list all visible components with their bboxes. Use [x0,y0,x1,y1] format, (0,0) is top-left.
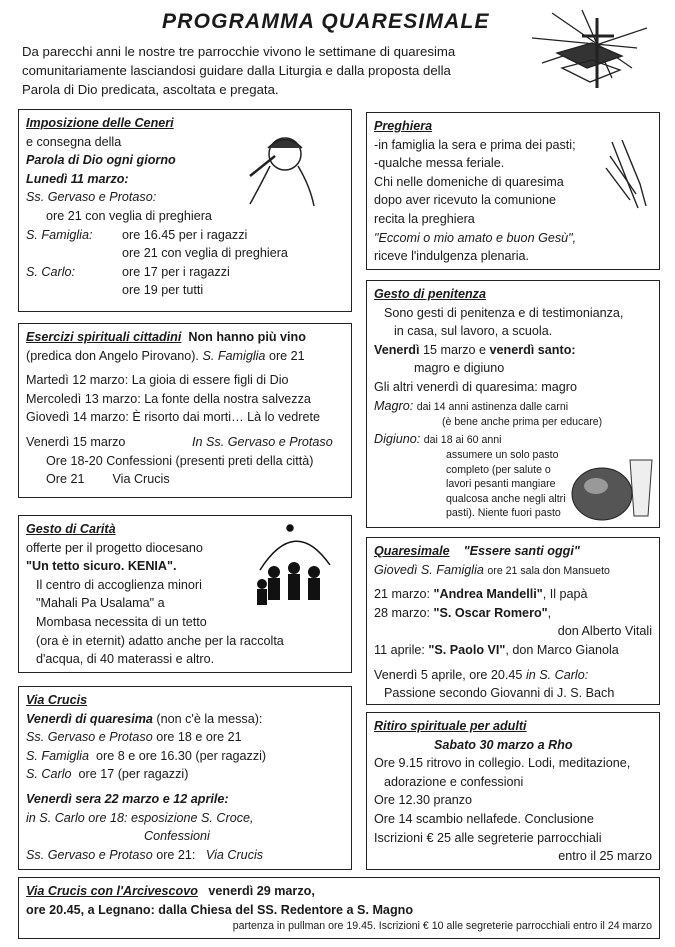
esercizi-venerdi-place: In Ss. Gervaso e Protaso [192,434,333,449]
quaresimale-speaker: "S. Paolo VI" [428,642,506,657]
ceneri-line: e consegna della [26,134,122,149]
quaresimale-subtitle: "Essere santi oggi" [463,544,580,558]
ritiro-line: Ore 14 scambio nellafede. Conclusione [374,811,594,826]
praying-hands-illustration [600,138,654,214]
carita-heading: Gesto di Carità [26,522,116,536]
ritiro-subtitle: Sabato 30 marzo a Rho [434,737,573,752]
ceneri-gervaso-time: ore 21 con veglia di preghiera [46,208,212,223]
esercizi-venerdi: Venerdì 15 marzo [26,434,126,449]
esercizi-heading: Esercizi spirituali cittadini [26,330,182,344]
penitenza-digiuno-line: qualcosa anche negli altri [446,492,566,505]
viacrucis-confessioni: Confessioni [144,829,210,844]
ritiro-line: Ore 12.30 pranzo [374,793,473,808]
penitenza-magro-text: (è bene anche prima per educare) [442,416,603,429]
viacrucis-carlo: in S. Carlo ore 18: esposizione S. Croce, [26,810,254,825]
arcivescovo-route: ore 20.45, a Legnano: dalla Chiesa del SS. Redentore a S. Magno [26,902,414,917]
esercizi-place: S. Famiglia [202,348,266,363]
ceneri-date: Lunedì 11 marzo: [26,171,129,186]
ceneri-gervaso: Ss. Gervaso e Protaso: [26,190,157,205]
esercizi-preacher: (predica don Angelo Pirovano). [26,348,199,363]
ritiro-deadline: entro il 25 marzo [558,849,652,864]
viacrucis-time: ore 17 (per ragazzi) [78,767,189,782]
viacrucis-place: S. Carlo [26,767,72,782]
quaresimale-presenter: don Alberto Vitali [557,624,652,639]
viacrucis-place: Ss. Gervaso e Protaso [26,847,153,862]
preghiera-line: riceve l'indulgenza plenaria. [374,249,530,264]
quaresimale-place: S. Famiglia [420,562,484,577]
quaresimale-heading: Quaresimale [374,544,450,558]
ceneri-famiglia-time: ore 21 con veglia di preghiera [122,246,288,261]
penitenza-line: Sono gesti di penitenza e di testimonianza, [384,305,624,320]
arcivescovo-heading: Via Crucis con l'Arcivescovo [26,884,198,898]
viacrucis-place: S. Famiglia [26,748,89,763]
penitenza-digiuno-label: Digiuno: [374,431,421,446]
viacrucis-event: Via Crucis [205,847,264,862]
quaresimale-note: , Il papà [542,587,588,602]
penitenza-venerdi-santo: venerdì santo: [489,342,576,357]
ritiro-line: adorazione e confessioni [384,774,524,789]
esercizi-time: ore 21 [268,348,305,363]
ashes-illustration [240,126,320,208]
ceneri-famiglia: S. Famiglia: [26,227,93,242]
preghiera-heading: Preghiera [374,119,433,133]
penitenza-date: 15 marzo e [423,342,486,357]
viacrucis-note: (non c'è la messa): [156,711,263,726]
esercizi-box [18,323,352,498]
quaresimale-presenter: , don Marco Gianola [505,642,619,657]
quaresimale-event-title: Passione secondo Giovanni di J. S. Bach [384,686,615,701]
intro-text [22,42,522,99]
quaresimale-box [366,537,660,705]
penitenza-digiuno-line: completo (per salute o [446,463,551,476]
esercizi-confessioni: Ore 18-20 Confessioni (presenti preti della città) [46,453,314,468]
quaresimale-event-place: in S. Carlo: [525,667,589,682]
quaresimale-note: , [547,605,552,620]
preghiera-line: -in famiglia la sera e prima dei pasti; [374,137,576,152]
children-under-roof-illustration [250,520,340,612]
penitenza-digiuno-text: dai 18 ai 60 anni [423,433,502,446]
carita-line: Il centro di accoglienza minori [36,577,202,592]
quaresimale-day: Giovedì [374,562,418,577]
penitenza-magro-label: Magro: [374,398,414,413]
carita-line: Mombasa necessita di un tetto [36,614,207,629]
penitenza-digiuno-line: lavori pesanti mangiare [446,478,556,491]
carita-line: (ora è in eternit) adatto anche per la raccolta [36,633,284,648]
intro-line: Parola di Dio predicata, ascoltata e pregata. [22,82,279,97]
viacrucis-day: Venerdì di quaresima [26,711,153,726]
carita-project: "Un tetto sicuro. KENIA". [26,559,177,574]
preghiera-prayer: "Eccomi o mio amato e buon Gesù", [374,230,577,245]
esercizi-day: Giovedì 14 marzo: È risorto dai morti… Là lo vedrete [26,410,320,425]
penitenza-magro-text: dai 14 anni astinenza dalle carni [416,400,569,413]
quaresimale-date: 11 aprile: [374,642,425,657]
intro-line: comunitariamente lasciandosi guidare dalla Liturgia e dalla proposta della [22,63,451,78]
penitenza-digiuno-line: pasti). Niente fuori pasto [446,507,561,520]
quaresimale-event-date: Venerdì 5 aprile, ore 20.45 [374,667,523,682]
viacrucis-heading: Via Crucis [26,693,88,707]
penitenza-heading: Gesto di penitenza [374,287,486,301]
viacrucis-place: Ss. Gervaso e Protaso [26,730,153,745]
ritiro-line: Iscrizioni € 25 alle segreterie parrocchiali [374,830,602,845]
esercizi-theme: Non hanno più vino [188,330,306,344]
penitenza-magro-digiuno: magro e digiuno [414,361,505,376]
bread-and-water-illustration [568,450,658,526]
viacrucis-box [18,686,352,870]
intro-line: Da parecchi anni le nostre tre parrocchie vivono le settimane di quaresima [22,44,456,59]
ritiro-line: Ore 9.15 ritrovo in collegio. Lodi, meditazione, [374,756,631,771]
quaresimale-date: 28 marzo: [374,605,430,620]
preghiera-line: recita la preghiera [374,211,475,226]
carita-line: offerte per il progetto diocesano [26,540,203,555]
carita-line: d'acqua, di 40 materassi e altro. [36,652,215,667]
ritiro-box [366,712,660,870]
quaresimale-time: ore 21 sala don Mansueto [487,564,610,577]
arcivescovo-date: venerdì 29 marzo, [208,884,315,898]
viacrucis-sera: Venerdì sera 22 marzo e 12 aprile: [26,791,229,806]
ceneri-carlo-time: ore 17 per i ragazzi [122,264,230,279]
preghiera-line: dopo aver ricevuto la comunione [374,193,557,208]
ceneri-carlo-time: ore 19 per tutti [122,283,204,298]
penitenza-venerdi: Venerdì [374,342,420,357]
esercizi-day: Martedì 12 marzo: La gioia di essere figli di Dio [26,373,289,388]
page-title: PROGRAMMA QUARESIMALE [162,10,490,33]
quaresimale-speaker: "Andrea Mandelli" [433,587,543,602]
viacrucis-time: ore 8 e ore 16.30 (per ragazzi) [96,748,267,763]
arcivescovo-box [18,877,660,939]
penitenza-altri: Gli altri venerdì di quaresima: magro [374,379,577,394]
preghiera-line: -qualche messa feriale. [374,156,505,171]
arcivescovo-bus: partenza in pullman ore 19.45. Iscrizioni € 10 alle segreterie parrocchiali entro il 24 marzo [232,920,652,933]
crucifix-bible-illustration [522,8,652,96]
ceneri-line: Parola di Dio ogni giorno [26,153,176,168]
esercizi-viacrucis: Ore 21 Via Crucis [46,472,170,487]
penitenza-digiuno-line: assumere un solo pasto [446,449,559,462]
viacrucis-time: ore 18 e ore 21 [156,730,242,745]
ritiro-heading: Ritiro spirituale per adulti [374,719,527,733]
viacrucis-time: ore 21: [156,847,196,862]
ceneri-carlo: S. Carlo: [26,264,75,279]
penitenza-line: in casa, sul lavoro, a scuola. [394,324,553,339]
ceneri-heading: Imposizione delle Ceneri [26,116,174,130]
quaresimale-speaker: "S. Oscar Romero" [433,605,548,620]
esercizi-day: Mercoledì 13 marzo: La fonte della nostra salvezza [26,391,311,406]
carita-line: "Mahali Pa Usalama" a [36,596,165,611]
quaresimale-date: 21 marzo: [374,587,430,602]
preghiera-line: Chi nelle domeniche di quaresima [374,174,564,189]
ceneri-famiglia-time: ore 16.45 per i ragazzi [122,227,248,242]
